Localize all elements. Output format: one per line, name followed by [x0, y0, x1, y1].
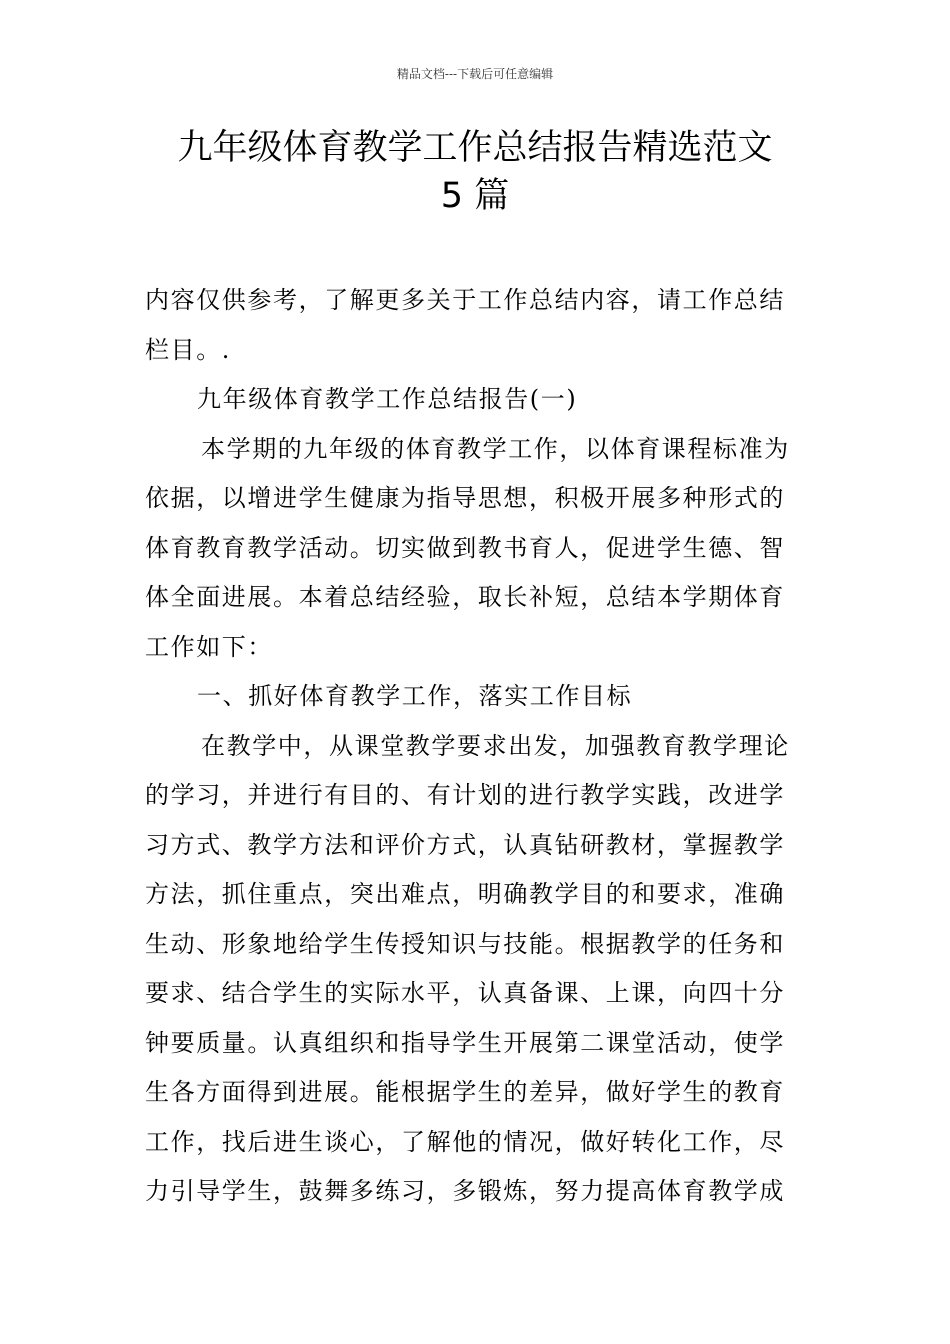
- title-line-2: 5 篇: [440, 176, 510, 216]
- document-title: [130, 124, 820, 220]
- body-line: 习方式、教学方法和评价方式，认真钻研教材，掌握教学: [145, 830, 785, 859]
- body-line: 的学习，并进行有目的、有计划的进行教学实践，改进学: [145, 781, 785, 809]
- section-heading: 九年级体育教学工作总结报告(一): [197, 385, 578, 413]
- body-line: 本学期的九年级的体育教学工作，以体育课程标准为: [201, 434, 790, 463]
- body-line: 钟要质量。认真组织和指导学生开展第二课堂活动，使学: [145, 1028, 785, 1057]
- body-line: 工作如下：: [145, 632, 273, 661]
- body-line: 力引导学生，鼓舞多练习，多锻炼，努力提高体育教学成: [145, 1177, 785, 1205]
- body-line: 生各方面得到进展。能根据学生的差异，做好学生的教育: [145, 1078, 785, 1106]
- body-line: 方法，抓住重点，突出难点，明确教学目的和要求，准确: [145, 880, 785, 908]
- body-line: 依据，以增进学生健康为指导思想，积极开展多种形式的: [145, 484, 785, 512]
- title-line-1: 九年级体育教学工作总结报告精选范文: [177, 128, 773, 168]
- document-body: [145, 276, 810, 1217]
- body-line: 内容仅供参考，了解更多关于工作总结内容，请工作总结: [145, 286, 785, 314]
- body-line: 生动、形象地给学生传授知识与技能。根据教学的任务和: [145, 929, 785, 958]
- body-line: 工作，找后进生谈心，了解他的情况，做好转化工作，尽: [145, 1127, 785, 1156]
- body-line: 在教学中，从课堂教学要求出发，加强教育教学理论: [201, 731, 790, 760]
- body-line: 体全面进展。本着总结经验，取长补短，总结本学期体育: [145, 583, 785, 611]
- section-heading: 一、抓好体育教学工作，落实工作目标: [197, 682, 633, 710]
- header-note: 精品文档---下载后可任意编辑: [396, 67, 554, 81]
- body-line: 体育教育教学活动。切实做到教书育人，促进学生德、智: [145, 533, 785, 562]
- body-line: 要求、结合学生的实际水平，认真备课、上课，向四十分: [145, 979, 785, 1007]
- body-line: 栏目。.: [145, 335, 232, 364]
